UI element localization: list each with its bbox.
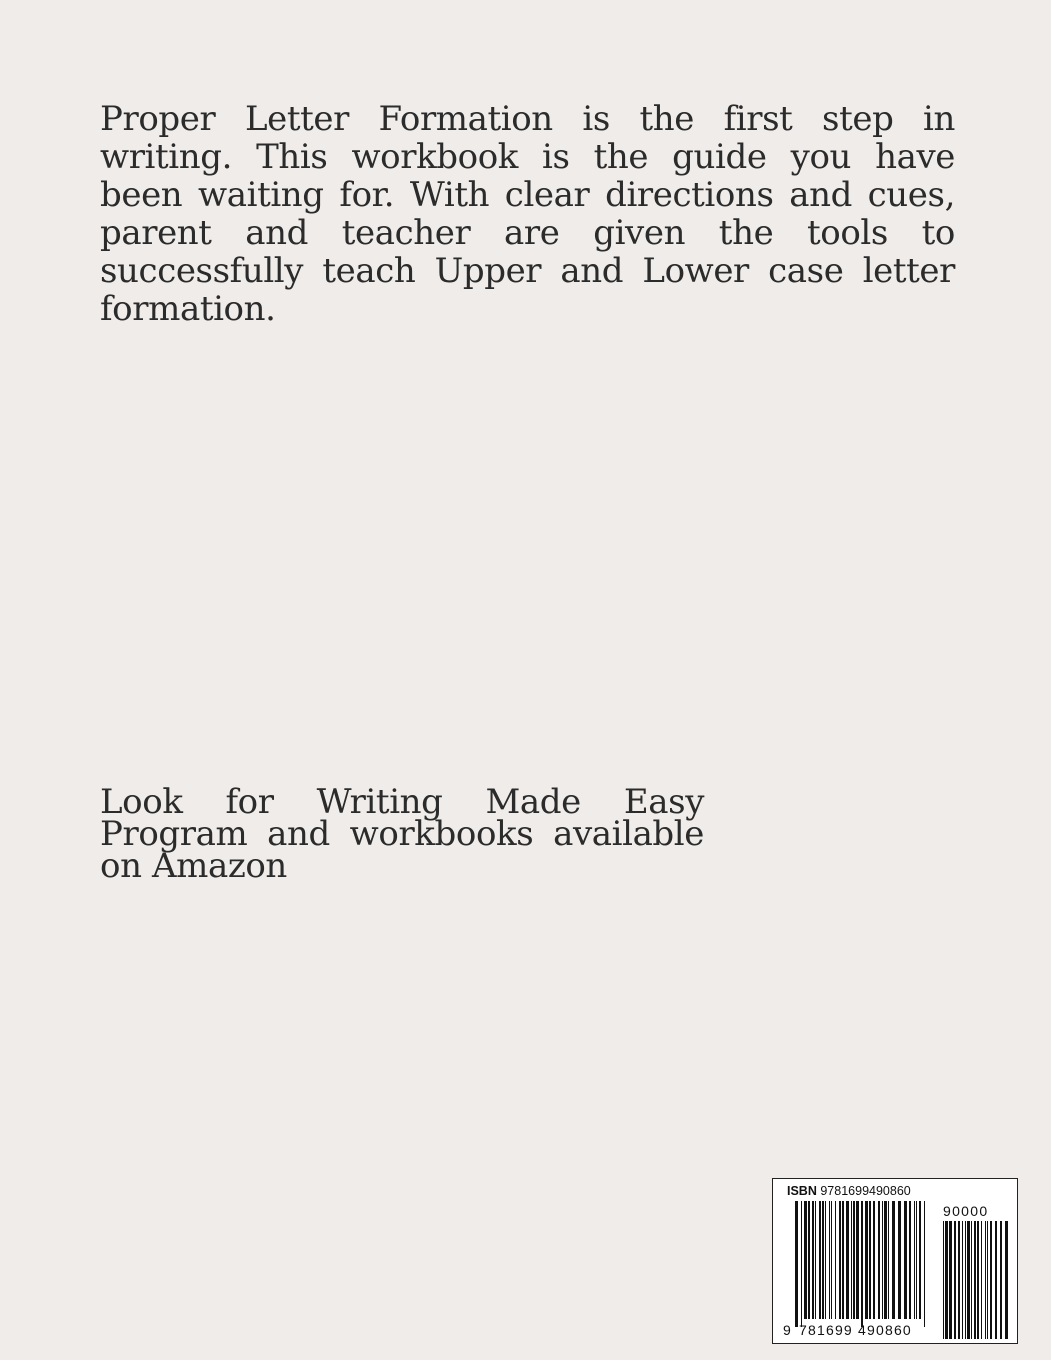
series-promo-text: Look for Writing Made Easy Program and workbooks available on Amazon xyxy=(100,782,704,886)
barcode-bar xyxy=(831,1201,832,1319)
barcode-bar xyxy=(835,1201,836,1319)
barcode-bar xyxy=(851,1201,852,1319)
barcode-bar xyxy=(865,1201,868,1319)
barcode-bar xyxy=(888,1201,889,1319)
barcode-bar xyxy=(825,1201,826,1319)
barcode-bar xyxy=(853,1201,855,1319)
barcode-bar xyxy=(924,1201,925,1327)
barcode-bar xyxy=(914,1201,915,1319)
barcode-main-digits: 781699 490860 xyxy=(799,1322,912,1338)
barcode-bar xyxy=(801,1201,802,1327)
barcode-bar xyxy=(829,1201,830,1319)
barcode-bar xyxy=(795,1201,798,1327)
barcode-bar xyxy=(884,1201,887,1319)
barcode-bar xyxy=(804,1201,807,1319)
barcode-bar xyxy=(943,1221,944,1339)
barcode-bar xyxy=(839,1201,841,1319)
back-cover-description: Proper Letter Formation is the first step in writing. This workbook is the guide you have been waiting for. With clear directions and cues, parent and teacher are given the tools to successfully teach Upper and Lower case letter formation. xyxy=(100,99,955,329)
barcode-bar xyxy=(898,1201,901,1319)
barcode-bar xyxy=(1000,1221,1002,1339)
barcode-bar xyxy=(909,1201,911,1319)
barcode-bar xyxy=(861,1201,863,1327)
isbn-barcode xyxy=(772,1178,1018,1344)
barcode-bar xyxy=(949,1221,952,1339)
barcode-bar xyxy=(815,1201,816,1319)
barcode-bar xyxy=(958,1221,960,1339)
barcode-bar xyxy=(916,1201,917,1319)
barcode-bar xyxy=(981,1221,982,1339)
barcode-bar xyxy=(869,1201,871,1319)
barcode-bar xyxy=(962,1221,963,1339)
barcode-bar xyxy=(846,1201,849,1319)
barcode-bar xyxy=(882,1201,883,1319)
barcode-bar xyxy=(856,1201,859,1319)
barcode-bar xyxy=(878,1201,880,1319)
barcode-bar xyxy=(842,1201,844,1319)
barcode-bar xyxy=(967,1221,970,1339)
barcode-bar xyxy=(808,1201,810,1319)
barcode-bar xyxy=(819,1201,821,1319)
barcode-bar xyxy=(822,1201,824,1319)
barcode-bar xyxy=(904,1201,907,1319)
barcode-bar xyxy=(965,1221,966,1339)
barcode-bar xyxy=(985,1221,986,1339)
barcode-bar xyxy=(990,1221,992,1339)
barcode-bar xyxy=(945,1221,948,1339)
isbn-number: 9781699490860 xyxy=(820,1184,911,1198)
barcode-bar xyxy=(995,1221,997,1339)
barcode-bar xyxy=(892,1201,895,1319)
isbn-prefix: ISBN xyxy=(787,1184,817,1198)
barcode-bar xyxy=(987,1221,988,1339)
barcode-bar xyxy=(977,1221,979,1339)
barcode-bar xyxy=(873,1201,875,1319)
barcode-addon-digits: 90000 xyxy=(943,1203,989,1219)
barcode-bar xyxy=(812,1201,814,1319)
barcode-bar xyxy=(919,1201,921,1319)
barcode-bar xyxy=(954,1221,956,1339)
barcode-first-digit: 9 xyxy=(783,1322,792,1338)
barcode-bar xyxy=(971,1221,972,1339)
barcode-bar xyxy=(1005,1221,1008,1339)
barcode-bar xyxy=(974,1221,976,1339)
